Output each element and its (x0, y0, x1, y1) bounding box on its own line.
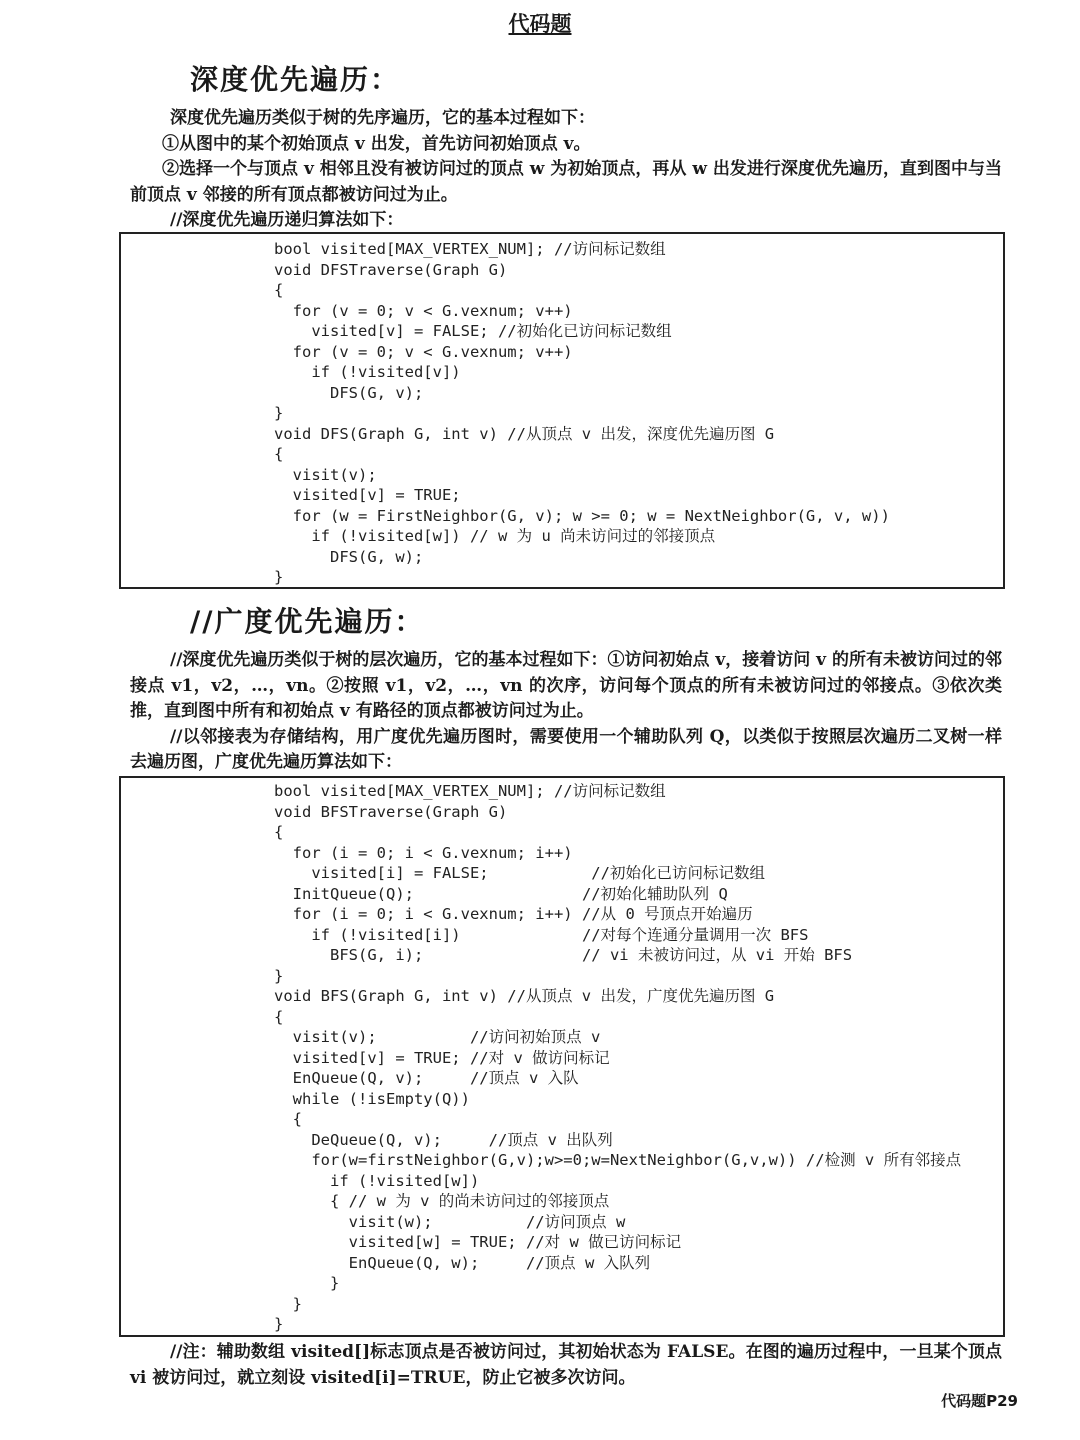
code-line: if (!visited[w]) // w 为 u 尚未访问过的邻接顶点 (274, 527, 716, 545)
code-line: { (274, 823, 284, 841)
code-line: for (i = 0; i < G.vexnum; i++) (274, 843, 573, 862)
code-line: visit(v); //访问初始顶点 v (274, 1028, 601, 1046)
dfs-intro-line: //深度优先遍历递归算法如下： (170, 210, 404, 230)
code-line: visited[i] = FALSE; //初始化已访问标记数组 (274, 864, 765, 882)
page-number-label: 代码题P29 (941, 1392, 1018, 1410)
code-line: void BFSTraverse(Graph G) (274, 802, 508, 821)
code-line: DFS(G, w); (274, 547, 424, 566)
code-line: visit(v); (274, 465, 377, 484)
code-line: } (274, 1315, 284, 1333)
code-line: visited[v] = TRUE; (274, 486, 461, 504)
bfs-note (130, 1340, 1002, 1391)
code-line: if (!visited[w]) (274, 1171, 480, 1190)
code-line: for(w=firstNeighbor(G,v);w>=0;w=NextNeighbor(G,v,w)) //检测 v 所有邻接点 (274, 1151, 962, 1169)
code-line: if (!visited[v]) (274, 363, 461, 381)
code-line: } (274, 966, 284, 985)
code-line: for (v = 0; v < G.vexnum; v++) (274, 301, 573, 320)
bfs-intro-paragraph: //以邻接表为存储结构，用广度优先遍历图时，需要使用一个辅助队列 Q，以类似于按照层次遍历二叉树一样去遍历图，广度优先遍历算法如下： (130, 726, 1002, 772)
code-line: DeQueue(Q, v); //顶点 v 出队列 (274, 1130, 613, 1149)
dfs-intro-line: ②选择一个与顶点 v 相邻且没有被访问过的顶点 w 为初始顶点，再从 w 出发进行深度优先遍历，直到图中与当前顶点 v 邻接的所有顶点都被访问过为止。 (130, 159, 1002, 205)
code-line: EnQueue(Q, v); //顶点 v 入队 (274, 1069, 579, 1087)
code-line: InitQueue(Q); //初始化辅助队列 Q (274, 884, 728, 903)
page-header (0, 8, 1080, 38)
code-line: } (274, 568, 284, 586)
code-line: visited[w] = TRUE; //对 w 做已访问标记 (274, 1233, 682, 1251)
dfs-intro-line: ①从图中的某个初始顶点 v 出发，首先访问初始顶点 v。 (162, 133, 591, 154)
code-line: bool visited[MAX_VERTEX_NUM]; //访问标记数组 (274, 782, 666, 800)
code-line: { (274, 1110, 302, 1128)
dfs-intro (130, 106, 1002, 234)
code-line: void DFSTraverse(Graph G) (274, 260, 508, 279)
bfs-note-text: //注：辅助数组 visited[]标志顶点是否被访问过，其初始状态为 FALSE。在图的遍历过程中，一旦某个顶点 vi 被访问过，就立刻设 visited[i]=TRUE，防止它被多次访问。 (130, 1342, 1002, 1388)
code-line: for (i = 0; i < G.vexnum; i++) //从 0 号顶点开始遍历 (274, 905, 753, 923)
code-line: { (274, 281, 284, 299)
code-line: DFS(G, v); (274, 383, 424, 402)
bfs-code-block (119, 776, 1005, 1337)
dfs-section-title: 深度优先遍历： (190, 63, 401, 96)
code-line: if (!visited[i]) //对每个连通分量调用一次 BFS (274, 925, 809, 944)
code-line: } (274, 1294, 302, 1313)
code-line: EnQueue(Q, w); //顶点 w 入队列 (274, 1253, 651, 1272)
dfs-intro-line: 深度优先遍历类似于树的先序遍历，它的基本过程如下： (170, 108, 595, 128)
page-header-title: 代码题 (508, 12, 572, 36)
code-line: } (274, 404, 284, 422)
code-line: { (274, 445, 284, 463)
code-line: { // w 为 v 的尚未访问过的邻接顶点 (274, 1192, 610, 1210)
code-line: { (274, 1007, 284, 1026)
code-line: void DFS(Graph G, int v) //从顶点 v 出发，深度优先遍历图 G (274, 424, 775, 443)
code-line: void BFS(Graph G, int v) //从顶点 v 出发，广度优先遍历图 G (274, 987, 775, 1005)
dfs-code-block (119, 232, 1005, 589)
code-line: visited[v] = FALSE; //初始化已访问标记数组 (274, 322, 672, 340)
code-line: for (w = FirstNeighbor(G, v); w >= 0; w = NextNeighbor(G, v, w)) (274, 506, 890, 525)
code-line: while (!isEmpty(Q)) (274, 1089, 470, 1108)
bfs-section-title: //广度优先遍历： (190, 605, 425, 638)
code-line: visited[v] = TRUE; //对 v 做访问标记 (274, 1048, 610, 1067)
bfs-intro (130, 648, 1002, 776)
code-line: for (v = 0; v < G.vexnum; v++) (274, 342, 573, 361)
code-line: bool visited[MAX_VERTEX_NUM]; //访问标记数组 (274, 240, 666, 258)
code-line: } (274, 1274, 340, 1292)
bfs-intro-paragraph: //深度优先遍历类似于树的层次遍历，它的基本过程如下：①访问初始点 v，接着访问 v 的所有未被访问过的邻接点 v1，v2，…，vn。②按照 v1，v2，…，vn 的次序，访问每个顶点的所有未被访问过的邻接点。③依次类推，直到图中所有和初始点 v 有路径的顶点都被访问过为止。 (130, 650, 1002, 721)
code-line: visit(w); //访问顶点 w (274, 1212, 626, 1231)
code-line: BFS(G, i); // vi 未被访问过，从 vi 开始 BFS (274, 946, 853, 964)
